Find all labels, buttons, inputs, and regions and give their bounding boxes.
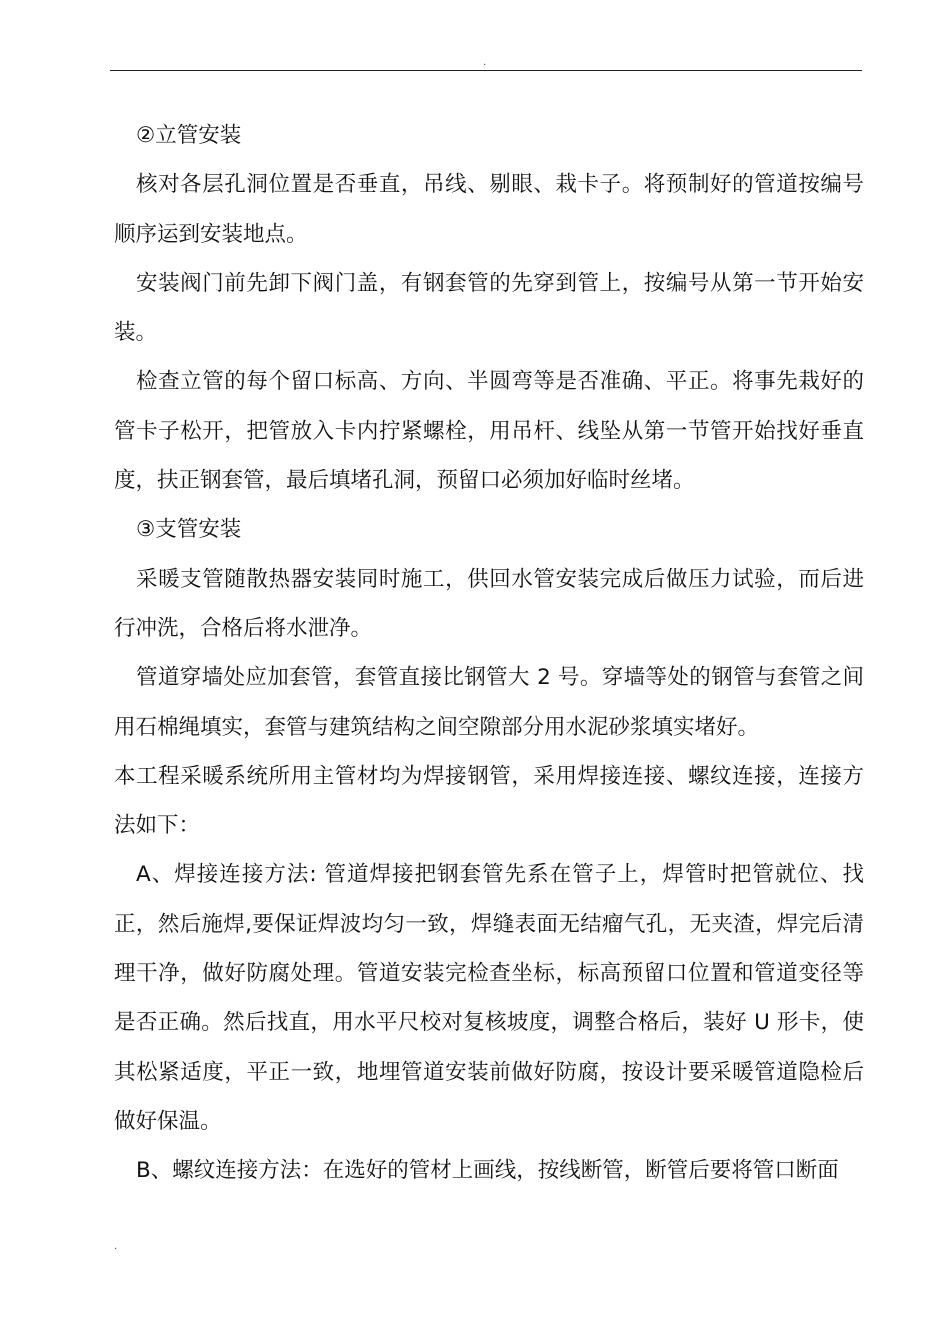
- paragraph: 管道穿墙处应加套管，套管直接比钢管大 2 号。穿墙等处的钢管与套管之间用石棉绳填实，套管与建筑结构之间空隙部分用水泥砂浆填实堵好。: [114, 665, 864, 740]
- section-heading-riser-install: ②立管安装: [136, 123, 242, 148]
- header-rule: [110, 70, 862, 71]
- paragraph: 本工程采暖系统所用主管材均为焊接钢管，采用焊接连接、螺纹连接，连接方法如下：: [114, 763, 864, 839]
- paragraph-welding-method: A、焊接连接方法: 管道焊接把钢套管先系在管子上，焊管时把管就位、找正，然后施焊,要保证焊波均匀一致，焊缝表面无结瘤气孔，无夹渣，焊完后清理干净，做好防腐处理。管道安装完检查坐标，标高预留口位置和管道变径等是否正确。然后找直，用水平尺校对复核坡度，调整合格后，装好 U 形卡，使其松紧适度，平正一致，地埋管道安装前做好防腐，按设计要采暖管道隐检后做好保温。: [114, 862, 864, 1134]
- paragraph: 核对各层孔洞位置是否垂直，吊线、剔眼、栽卡子。将预制好的管道按编号顺序运到安装地点。: [114, 172, 864, 247]
- paragraph: 安装阀门前先卸下阀门盖，有钢套管的先穿到管上，按编号从第一节开始安装。: [114, 270, 864, 346]
- paragraph: 采暖支管随散热器安装同时施工，供回水管安装完成后做压力试验，而后进行冲洗，合格后将水泄净。: [114, 566, 864, 641]
- document-body: [114, 111, 864, 1196]
- section-heading-branch-install: ③支管安装: [136, 517, 242, 543]
- paragraph-threaded-method: B、螺纹连接方法：在选好的管材上画线，按线断管，断管后要将管口断面: [136, 1158, 839, 1184]
- header-marker: .: [483, 57, 487, 68]
- paragraph: 检查立管的每个留口标高、方向、半圆弯等是否准确、平正。将事先栽好的管卡子松开，把管放入卡内拧紧螺栓，用吊杆、线坠从第一节管开始找好垂直度，扶正钢套管，最后填堵孔洞，预留口必须加好临时丝堵。: [114, 369, 864, 494]
- footer-marker: .: [114, 1241, 118, 1252]
